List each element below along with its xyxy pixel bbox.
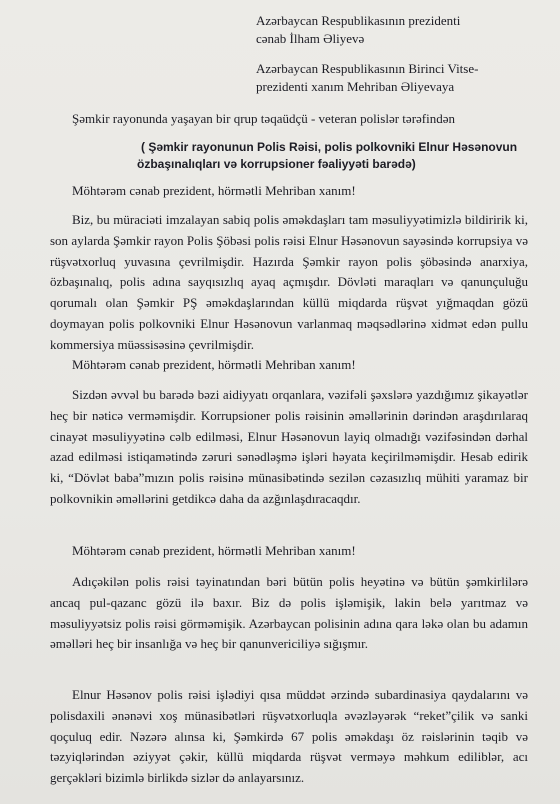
recipient-president-line1: Azərbaycan Respublikasının prezidenti [256,13,461,28]
sender-line: Şəmkir rayonunda yaşayan bir qrup təqaüdçü - veteran polislər tərəfindən [72,111,455,126]
subject-line2: özbaşınalıqları və korrupsioner fəaliyyəti barədə) [137,157,416,171]
recipient-vice-president-line2: prezidenti xanım Mehriban Əliyevaya [256,79,455,94]
recipient-president [256,12,546,48]
salutation-2: Möhtərəm cənab prezident, hörmətli Mehriban xanım! [72,357,356,372]
salutation-3: Möhtərəm cənab prezident, hörmətli Mehriban xanım! [72,543,356,558]
recipient-vice-president [256,60,546,96]
recipient-president-line2: cənab İlham Əliyevə [256,31,365,46]
paragraph-1: Biz, bu müraciəti imzalayan sabiq polis əməkdaşları tam məsuliyyətimizlə bildiririk ki, son aylarda Şəmkir rayon Polis Şöbəsi polis rəisi Elnur Həsənovun sayəsində korrupsiya və rüşvətxorluq yuvasına çevrilmişdir. Hazırda Şəmkir rayon polis şöbəsində anarxiya, özbaşınalıq, polis adına sayqısızlıq ayaq açmışdır. Dövləti maraqları və qanunçuluğu qorumalı olan Şəmkir PŞ əməkdaşlarından küllü miqdarda rüşvət yığmaqdan gözü doymayan polis polkovniki Elnur Həsənovun varlanmaq məqsədlərinə xidmət edən pullu kommersiya müəssisəsinə çevrilmişdir. [50,212,528,352]
paragraph-3: Adıçəkilən polis rəisi təyinatından bəri bütün polis heyətinə və bütün şəmkirlilərə ancaq pul-qazanc gözü ilə baxır. Biz də polis işləmişik, lakin belə yarıtmaz və məsuliyyətsiz polis rəisi görməmişik. Azərbaycan polisinin adına qara ləkə olan bu adamın əməlləri heç bir insanlığa və heç bir qanunvericiliyə sığışmır. [50,574,528,652]
paragraph-4: Elnur Həsənov polis rəisi işlədiyi qısa müddət ərzində subardinasiya qaydalarını və polisdaxili ənənəvi xoş münasibətləri rüşvətxorluqla əvəzləyərək “reket”çilik və sanki qoçuluq edir. Nəzərə alınsa ki, Şəmkirdə 67 polis əməkdaşı öz rəislərinin təqib və təzyiqlərindən əziyyət çəkir, küllü miqdarda rüşvət verməyə məhkum ediliblər, acı gerçəkləri bizimlə birlikdə sizlər də anlayarsınız. [50,687,528,786]
recipient-vice-president-line1: Azərbaycan Respublikasının Birinci Vitse- [256,61,479,76]
salutation-1: Möhtərəm cənab prezident, hörmətli Mehriban xanım! [72,183,356,198]
subject-line1: ( Şəmkir rayonunun Polis Rəisi, polis polkovniki Elnur Həsənovun [141,140,518,154]
subject-block [137,139,536,173]
paragraph-2: Sizdən əvvəl bu barədə bəzi aidiyyatı orqanlara, vəzifəli şəxslərə yazdığımız şikayətlər heç bir nəticə verməmişdir. Korrupsioner polis rəisinin əməllərinin dərindən araşdırılaraq cinayət məsuliyyətinə cəlb edilməsi, Elnur Həsənovun layiq olmadığı vəzifəsindən dərhal azad edilməsi istiqamətində zəruri sənədləşmə işləri həyata keçirilməmişdir. Hesab edirik ki, “Dövlət baba”mızın polis rəisinə münasibətində sezilən cəzasızlıq mühiti yaramaz bir polkovnikin əməllərini getdikcə daha da azğınlaşdıracaqdır. [50,387,528,506]
